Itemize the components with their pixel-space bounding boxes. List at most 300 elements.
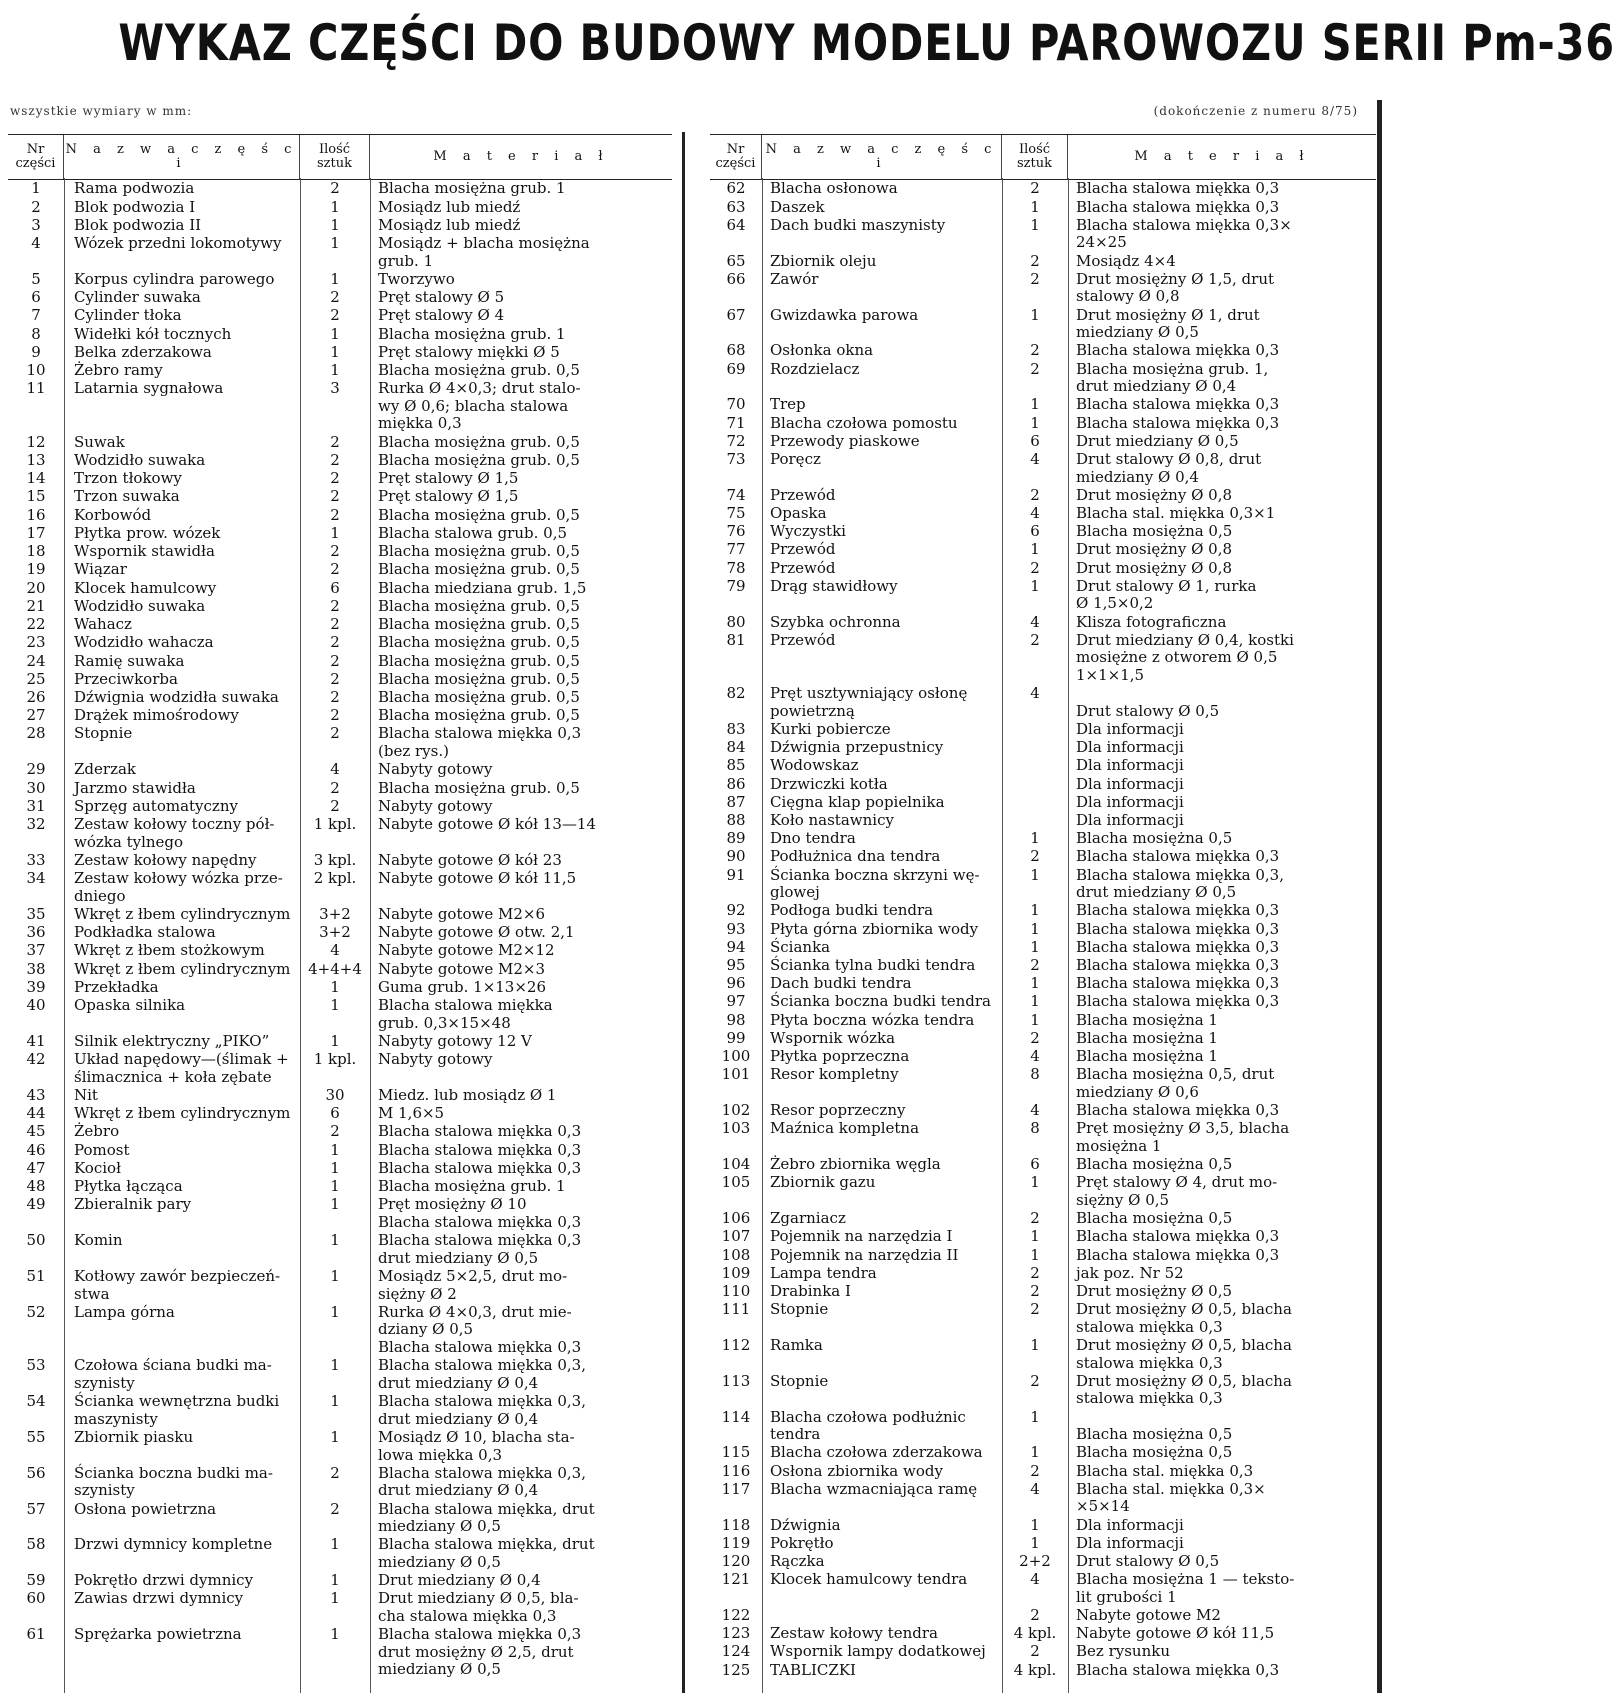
part-number: 3: [31, 215, 41, 234]
part-number: 40: [26, 996, 46, 1015]
part-number: 70: [726, 395, 746, 414]
part-number: 109: [721, 1263, 751, 1282]
part-quantity: 2: [1030, 251, 1040, 270]
part-material: Blacha mosiężna grub. 0,5: [378, 596, 580, 615]
part-number: 47: [26, 1158, 46, 1177]
part-name: Zbiornik oleju: [770, 251, 877, 270]
part-number: 108: [721, 1245, 751, 1264]
part-material: Drut mosiężny Ø 0,5, blacha stalowa miękka 0,3: [1076, 1335, 1292, 1372]
table-row: [8, 343, 672, 361]
part-name: Wspornik wózka: [770, 1028, 896, 1047]
part-quantity: 2: [330, 778, 340, 797]
table-row: [710, 902, 1376, 920]
table-row: [8, 1123, 672, 1141]
table-row: [710, 957, 1376, 975]
part-quantity: 1: [1030, 1533, 1040, 1552]
part-material: Blacha stalowa miękka 0,3: [1076, 179, 1280, 198]
part-quantity: 1: [330, 1158, 340, 1177]
part-material: Blacha stalowa miękka 0,3 (bez rys.): [378, 724, 582, 761]
part-name: Zderzak: [74, 760, 137, 779]
part-material: Drut miedziany Ø 0,5, bla- cha stalowa miękka 0,3: [378, 1589, 579, 1626]
header-qty: Ilość sztuk: [300, 135, 370, 179]
part-quantity: 3+2: [319, 904, 351, 923]
table-row: [710, 812, 1376, 830]
part-quantity: 1: [330, 1392, 340, 1411]
part-name: Podłoga budki tendra: [770, 901, 934, 920]
part-number: 52: [26, 1302, 46, 1321]
part-material: Blacha stalowa miękka 0,3 drut mosiężny Ø 2,5, drut miedziany Ø 0,5: [378, 1625, 582, 1679]
part-name: Dach budki maszynisty: [770, 215, 946, 234]
part-name: Cięgna klap popielnika: [770, 792, 945, 811]
part-number: 104: [721, 1155, 751, 1174]
part-quantity: 1: [1030, 974, 1040, 993]
part-material: Blacha mosiężna grub. 0,5: [378, 669, 580, 688]
part-number: 122: [721, 1606, 751, 1625]
part-material: Blacha mosiężna 0,5, drut miedziany Ø 0,6: [1076, 1065, 1275, 1101]
part-quantity: 2: [330, 706, 340, 725]
part-quantity: 4+4+4: [308, 959, 362, 978]
part-name: Osłonka okna: [770, 341, 874, 360]
part-name: Podkładka stalowa: [74, 923, 216, 942]
part-quantity: 1: [330, 1625, 340, 1644]
part-number: 97: [726, 992, 746, 1011]
table-row: [8, 1232, 672, 1268]
part-name: Zestaw kołowy napędny: [74, 850, 257, 869]
table-row: [710, 794, 1376, 812]
part-number: 95: [726, 956, 746, 975]
part-quantity: 1 kpl.: [313, 1050, 357, 1069]
table-row: [8, 689, 672, 707]
table-row: [710, 1516, 1376, 1534]
part-quantity: 4: [1030, 684, 1040, 703]
part-quantity: 2: [1030, 1209, 1040, 1228]
table-row: [710, 1246, 1376, 1264]
part-number: 115: [721, 1443, 751, 1462]
part-number: 105: [721, 1173, 751, 1192]
part-name: Przewód: [770, 485, 836, 504]
part-name: Zbiornik piasku: [74, 1427, 194, 1446]
part-material: Drut miedziany Ø 0,4: [378, 1571, 541, 1590]
part-quantity: 1: [1030, 992, 1040, 1011]
part-name: Blok podwozia II: [74, 215, 202, 234]
part-name: Zestaw kołowy toczny pół- wózka tylnego: [74, 814, 275, 851]
part-number: 50: [26, 1231, 46, 1250]
part-material: Nabyte gotowe M2: [1076, 1606, 1221, 1625]
table-row: [710, 1048, 1376, 1066]
part-name: Stopnie: [770, 1300, 829, 1319]
part-number: 103: [721, 1119, 751, 1138]
table-row: [8, 1464, 672, 1500]
table-row: [710, 505, 1376, 523]
part-material: Blacha stalowa miękka 0,3: [1076, 1660, 1280, 1679]
part-number: 31: [26, 796, 46, 815]
table-row: [710, 1444, 1376, 1462]
table-header: [710, 134, 1376, 180]
part-quantity: 1: [330, 342, 340, 361]
part-material: Pręt mosiężny Ø 10 Blacha stalowa miękka 0,3: [378, 1195, 582, 1231]
part-name: Wózek przedni lokomotywy: [74, 234, 282, 253]
part-name: Dno tendra: [770, 829, 856, 848]
part-material: Mosiądz Ø 10, blacha sta- lowa miękka 0,3: [378, 1427, 575, 1464]
part-quantity: 1: [1030, 937, 1040, 956]
part-number: 114: [721, 1407, 751, 1426]
part-name: Blacha wzmacniająca ramę: [770, 1479, 978, 1498]
part-quantity: 4 kpl.: [1013, 1660, 1057, 1679]
part-number: 22: [26, 615, 46, 634]
part-quantity: 1: [330, 1535, 340, 1554]
part-name: Widełki kół tocznych: [74, 324, 232, 343]
part-name: Stopnie: [770, 1371, 829, 1390]
table-row: [710, 1120, 1376, 1156]
page-edge: [1377, 100, 1382, 1693]
table-row: [8, 779, 672, 797]
part-name: Wkręt z łbem cylindrycznym: [74, 1104, 291, 1123]
part-number: 76: [726, 522, 746, 541]
part-number: 25: [26, 669, 46, 688]
part-material: Drut stalowy Ø 1, rurka Ø 1,5×0,2: [1076, 576, 1257, 613]
part-name: Cylinder suwaka: [74, 288, 201, 307]
table-row: [710, 1625, 1376, 1643]
part-material: Blacha stalowa miękka 0,3: [378, 1140, 582, 1159]
part-number: 118: [721, 1515, 751, 1534]
part-material: Nabyte gotowe M2×12: [378, 941, 555, 960]
part-name: Żebro: [74, 1122, 120, 1141]
part-quantity: 6: [330, 578, 340, 597]
part-number: 96: [726, 974, 746, 993]
part-name: Wkręt z łbem cylindrycznym: [74, 904, 291, 923]
part-quantity: 2: [1030, 1263, 1040, 1282]
part-quantity: 1: [330, 1266, 340, 1285]
part-material: Blacha mosiężna grub. 1: [378, 324, 566, 343]
part-name: Osłona zbiornika wody: [770, 1461, 943, 1480]
part-name: Wodowskaz: [770, 756, 859, 775]
part-quantity: 2: [330, 796, 340, 815]
part-quantity: 1: [330, 1356, 340, 1375]
part-number: 119: [721, 1533, 751, 1552]
part-material: Nabyte gotowe Ø kół 13—14: [378, 814, 596, 833]
part-quantity: 4: [1030, 612, 1040, 631]
part-name: Rączka: [770, 1552, 825, 1571]
table-row: [710, 613, 1376, 631]
part-number: 6: [31, 288, 41, 307]
part-number: 58: [26, 1535, 46, 1554]
part-number: 60: [26, 1589, 46, 1608]
part-name: Ścianka: [770, 937, 831, 956]
part-number: 78: [726, 558, 746, 577]
part-quantity: 30: [325, 1085, 345, 1104]
part-number: 71: [726, 413, 746, 432]
table-row: [8, 1357, 672, 1393]
part-quantity: 2: [330, 179, 340, 198]
table-row: [8, 1500, 672, 1536]
table-row: [8, 634, 672, 652]
part-number: 79: [726, 576, 746, 595]
table-row: [8, 235, 672, 271]
part-quantity: 4: [1030, 1101, 1040, 1120]
table-row: [8, 1087, 672, 1105]
part-name: Podłużnica dna tendra: [770, 847, 941, 866]
part-quantity: 2: [330, 687, 340, 706]
part-quantity: 2: [330, 615, 340, 634]
table-row: [710, 306, 1376, 342]
part-material: Nabyty gotowy: [378, 796, 493, 815]
table-row: [710, 360, 1376, 396]
part-name: Zgarniacz: [770, 1209, 846, 1228]
part-quantity: 1: [1030, 395, 1040, 414]
part-quantity: 2: [1030, 1300, 1040, 1319]
part-quantity: 2: [1030, 1642, 1040, 1661]
part-quantity: 1: [1030, 1010, 1040, 1029]
part-quantity: 1: [1030, 413, 1040, 432]
part-quantity: 1: [330, 977, 340, 996]
part-material: Pręt mosiężny Ø 3,5, blacha mosiężna 1: [1076, 1119, 1290, 1155]
part-quantity: 2: [330, 651, 340, 670]
header-nr: Nr części: [710, 135, 762, 179]
table-row: [8, 506, 672, 524]
part-number: 123: [721, 1624, 751, 1643]
part-material: Blacha stalowa miękka 0,3: [1076, 197, 1280, 216]
part-name: Drzwi dymnicy kompletne: [74, 1535, 273, 1554]
rows-left: [8, 180, 672, 1679]
part-material: Pręt stalowy miękki Ø 5: [378, 342, 560, 361]
table-header: [8, 134, 672, 180]
part-number: 120: [721, 1552, 751, 1571]
part-number: 124: [721, 1642, 751, 1661]
part-name: Przewód: [770, 558, 836, 577]
part-name: Ścianka tylna budki tendra: [770, 956, 976, 975]
part-number: 13: [26, 450, 46, 469]
table-row: [8, 198, 672, 216]
part-name: Ścianka wewnętrzna budki maszynisty: [74, 1392, 280, 1428]
part-material: Dla informacji: [1076, 1533, 1184, 1552]
part-quantity: 1: [330, 1231, 340, 1250]
part-number: 112: [721, 1335, 751, 1354]
part-name: Klocek hamulcowy tendra: [770, 1570, 968, 1589]
part-material: Dla informacji: [1076, 1515, 1184, 1534]
table-row: [8, 289, 672, 307]
part-quantity: 2: [1030, 1028, 1040, 1047]
part-name: Blacha czołowa pomostu: [770, 413, 958, 432]
part-name: Płyta górna zbiornika wody: [770, 919, 979, 938]
part-name: Lampa górna: [74, 1302, 175, 1321]
part-number: 85: [726, 756, 746, 775]
part-material: Drut mosiężny Ø 1,5, drut stalowy Ø 0,8: [1076, 269, 1275, 306]
header-material: M a t e r i a ł: [1134, 149, 1310, 164]
part-number: 94: [726, 937, 746, 956]
table-row: [710, 1102, 1376, 1120]
part-number: 51: [26, 1266, 46, 1285]
table-row: [710, 180, 1376, 198]
rows-right: [710, 180, 1376, 1680]
table-row: [8, 433, 672, 451]
part-name: Resor poprzeczny: [770, 1101, 906, 1120]
part-number: 2: [31, 197, 41, 216]
part-number: 45: [26, 1122, 46, 1141]
part-name: Płytka poprzeczna: [770, 1047, 910, 1066]
part-material: Pręt stalowy Ø 5: [378, 288, 505, 307]
part-number: 35: [26, 904, 46, 923]
part-material: Blacha mosiężna 1: [1076, 1047, 1218, 1066]
part-material: Blacha mosiężna 0,5: [1076, 522, 1233, 541]
part-quantity: 2: [330, 450, 340, 469]
parts-table-left: [8, 134, 672, 1693]
part-name: Pręt usztywniający osłonę powietrzną: [770, 684, 968, 720]
table-row: [710, 775, 1376, 793]
part-name: Płytka prow. wózek: [74, 523, 221, 542]
part-number: 14: [26, 469, 46, 488]
table-row: [8, 1033, 672, 1051]
table-row: [710, 432, 1376, 450]
part-quantity: 2: [1030, 1606, 1040, 1625]
part-name: Trep: [770, 395, 806, 414]
table-row: [8, 1626, 672, 1679]
table-row: [710, 975, 1376, 993]
part-quantity: 2: [330, 288, 340, 307]
part-number: 100: [721, 1047, 751, 1066]
part-name: Pojemnik na narzędzia I: [770, 1227, 953, 1246]
part-name: Kocioł: [74, 1158, 121, 1177]
table-row: [8, 924, 672, 942]
part-number: 38: [26, 959, 46, 978]
part-material: Nabyte gotowe Ø otw. 2,1: [378, 923, 575, 942]
table-row: [710, 993, 1376, 1011]
table-row: [8, 851, 672, 869]
part-material: Blacha mosiężna 0,5: [1076, 1155, 1233, 1174]
part-quantity: 2: [1030, 179, 1040, 198]
part-quantity: 1: [330, 523, 340, 542]
part-quantity: 1: [330, 1589, 340, 1608]
part-material: Blacha mosiężna grub. 0,5: [378, 361, 580, 380]
part-material: Nabyte gotowe Ø kół 11,5: [378, 869, 577, 888]
part-material: jak poz. Nr 52: [1076, 1263, 1184, 1282]
table-row: [8, 1393, 672, 1429]
part-quantity: 6: [330, 1104, 340, 1123]
part-quantity: 1: [1030, 865, 1040, 884]
part-number: 41: [26, 1031, 46, 1050]
part-number: 42: [26, 1050, 46, 1069]
part-material: Rurka Ø 4×0,3, drut mie- dziany Ø 0,5 Blacha stalowa miękka 0,3: [378, 1302, 582, 1356]
part-number: 93: [726, 919, 746, 938]
part-material: Pręt stalowy Ø 1,5: [378, 469, 519, 488]
part-material: Nabyty gotowy: [378, 1050, 493, 1069]
part-material: Blacha stalowa miękka 0,3: [1076, 1101, 1280, 1120]
part-quantity: 6: [1030, 1155, 1040, 1174]
part-name: Pokrętło drzwi dymnicy: [74, 1571, 254, 1590]
part-material: Dla informacji: [1076, 774, 1184, 793]
part-name: Zbieralnik pary: [74, 1195, 192, 1214]
part-quantity: 1: [1030, 1245, 1040, 1264]
part-number: 15: [26, 487, 46, 506]
part-material: Blacha mosiężna grub. 0,5: [378, 560, 580, 579]
header-nr: Nr części: [8, 135, 64, 179]
part-material: Drut mosiężny Ø 1, drut miedziany Ø 0,5: [1076, 305, 1260, 342]
part-name: Blacha osłonowa: [770, 179, 898, 198]
part-material: Blacha mosiężna 0,5: [1076, 1443, 1233, 1462]
part-material: Blacha stalowa miękka 0,3: [1076, 847, 1280, 866]
part-quantity: 1: [330, 1302, 340, 1321]
part-material: Blacha mosiężna 1: [1076, 1010, 1218, 1029]
part-number: 43: [26, 1085, 46, 1104]
part-name: Dźwignia: [770, 1515, 841, 1534]
part-number: 17: [26, 523, 46, 542]
part-name: Gwizdawka parowa: [770, 305, 919, 324]
part-material: Blacha stalowa miękka, drut miedziany Ø 0,5: [378, 1535, 595, 1571]
part-name: Poręcz: [770, 449, 821, 468]
table-row: [8, 597, 672, 615]
part-material: Mosiądz 4×4: [1076, 251, 1176, 270]
part-name: Maźnica kompletna: [770, 1119, 920, 1138]
part-material: Drut miedziany Ø 0,4, kostki mosiężne z otworem Ø 0,5 1×1×1,5: [1076, 630, 1294, 684]
part-number: 89: [726, 829, 746, 848]
part-number: 69: [726, 359, 746, 378]
part-name: Pojemnik na narzędzia II: [770, 1245, 959, 1264]
part-name: Wspornik lampy dodatkowej: [770, 1642, 986, 1661]
part-name: Ścianka boczna budki tendra: [770, 992, 991, 1011]
part-material: Blacha mosiężna 0,5: [1076, 1209, 1233, 1228]
table-row: [8, 579, 672, 597]
part-material: Mosiądz + blacha mosiężna grub. 1: [378, 234, 590, 270]
part-name: Drzwiczki kotła: [770, 774, 888, 793]
part-number: 56: [26, 1463, 46, 1482]
part-material: Blacha stalowa miękka 0,3, drut miedziany Ø 0,5: [1076, 865, 1284, 902]
part-name: Zawias drzwi dymnicy: [74, 1589, 244, 1608]
part-name: Opaska: [770, 503, 827, 522]
part-material: Blacha mosiężna grub. 0,5: [378, 633, 580, 652]
table-row: [710, 451, 1376, 487]
part-material: Mosiądz lub miedź: [378, 197, 521, 216]
part-name: Nit: [74, 1085, 98, 1104]
part-number: 53: [26, 1356, 46, 1375]
part-name: Czołowa ściana budki ma- szynisty: [74, 1356, 272, 1392]
part-number: 10: [26, 361, 46, 380]
part-material: Drut mosiężny Ø 0,8: [1076, 540, 1233, 559]
part-number: 7: [31, 306, 41, 325]
table-row: [710, 1156, 1376, 1174]
part-name: Kotłowy zawór bezpieczeń- stwa: [74, 1266, 281, 1303]
part-name: Wkręt z łbem stożkowym: [74, 941, 265, 960]
part-number: 46: [26, 1140, 46, 1159]
part-material: Blacha stalowa miękka 0,3: [1076, 956, 1280, 975]
part-quantity: 4: [330, 760, 340, 779]
part-quantity: 2: [1030, 341, 1040, 360]
part-name: Przewody piaskowe: [770, 431, 920, 450]
header-name: N a z w a c z ę ś c i: [762, 135, 1002, 179]
part-quantity: 4: [1030, 1570, 1040, 1589]
header-name: N a z w a c z ę ś c i: [64, 135, 300, 179]
part-quantity: 1: [330, 1177, 340, 1196]
part-material: Blacha stalowa miękka 0,3: [1076, 937, 1280, 956]
part-material: Bez rysunku: [1076, 1642, 1170, 1661]
part-number: 106: [721, 1209, 751, 1228]
part-quantity: 2: [330, 669, 340, 688]
table-row: [710, 685, 1376, 721]
table-row: [710, 1535, 1376, 1553]
part-quantity: 1: [1030, 1227, 1040, 1246]
part-material: Drut miedziany Ø 0,5: [1076, 431, 1239, 450]
part-quantity: 4: [1030, 503, 1040, 522]
table-row: [710, 1408, 1376, 1444]
part-material: Nabyte gotowe M2×6: [378, 904, 546, 923]
table-row: [710, 739, 1376, 757]
part-number: 19: [26, 560, 46, 579]
part-name: Wkręt z łbem cylindrycznym: [74, 959, 291, 978]
part-name: TABLICZKI: [770, 1660, 856, 1679]
page-title: WYKAZ CZĘŚCI DO BUDOWY MODELU PAROWOZU SERII Pm-36: [118, 14, 1615, 72]
part-number: 29: [26, 760, 46, 779]
part-name: Rozdzielacz: [770, 359, 860, 378]
table-row: [8, 707, 672, 725]
part-quantity: 2 kpl.: [313, 869, 357, 888]
